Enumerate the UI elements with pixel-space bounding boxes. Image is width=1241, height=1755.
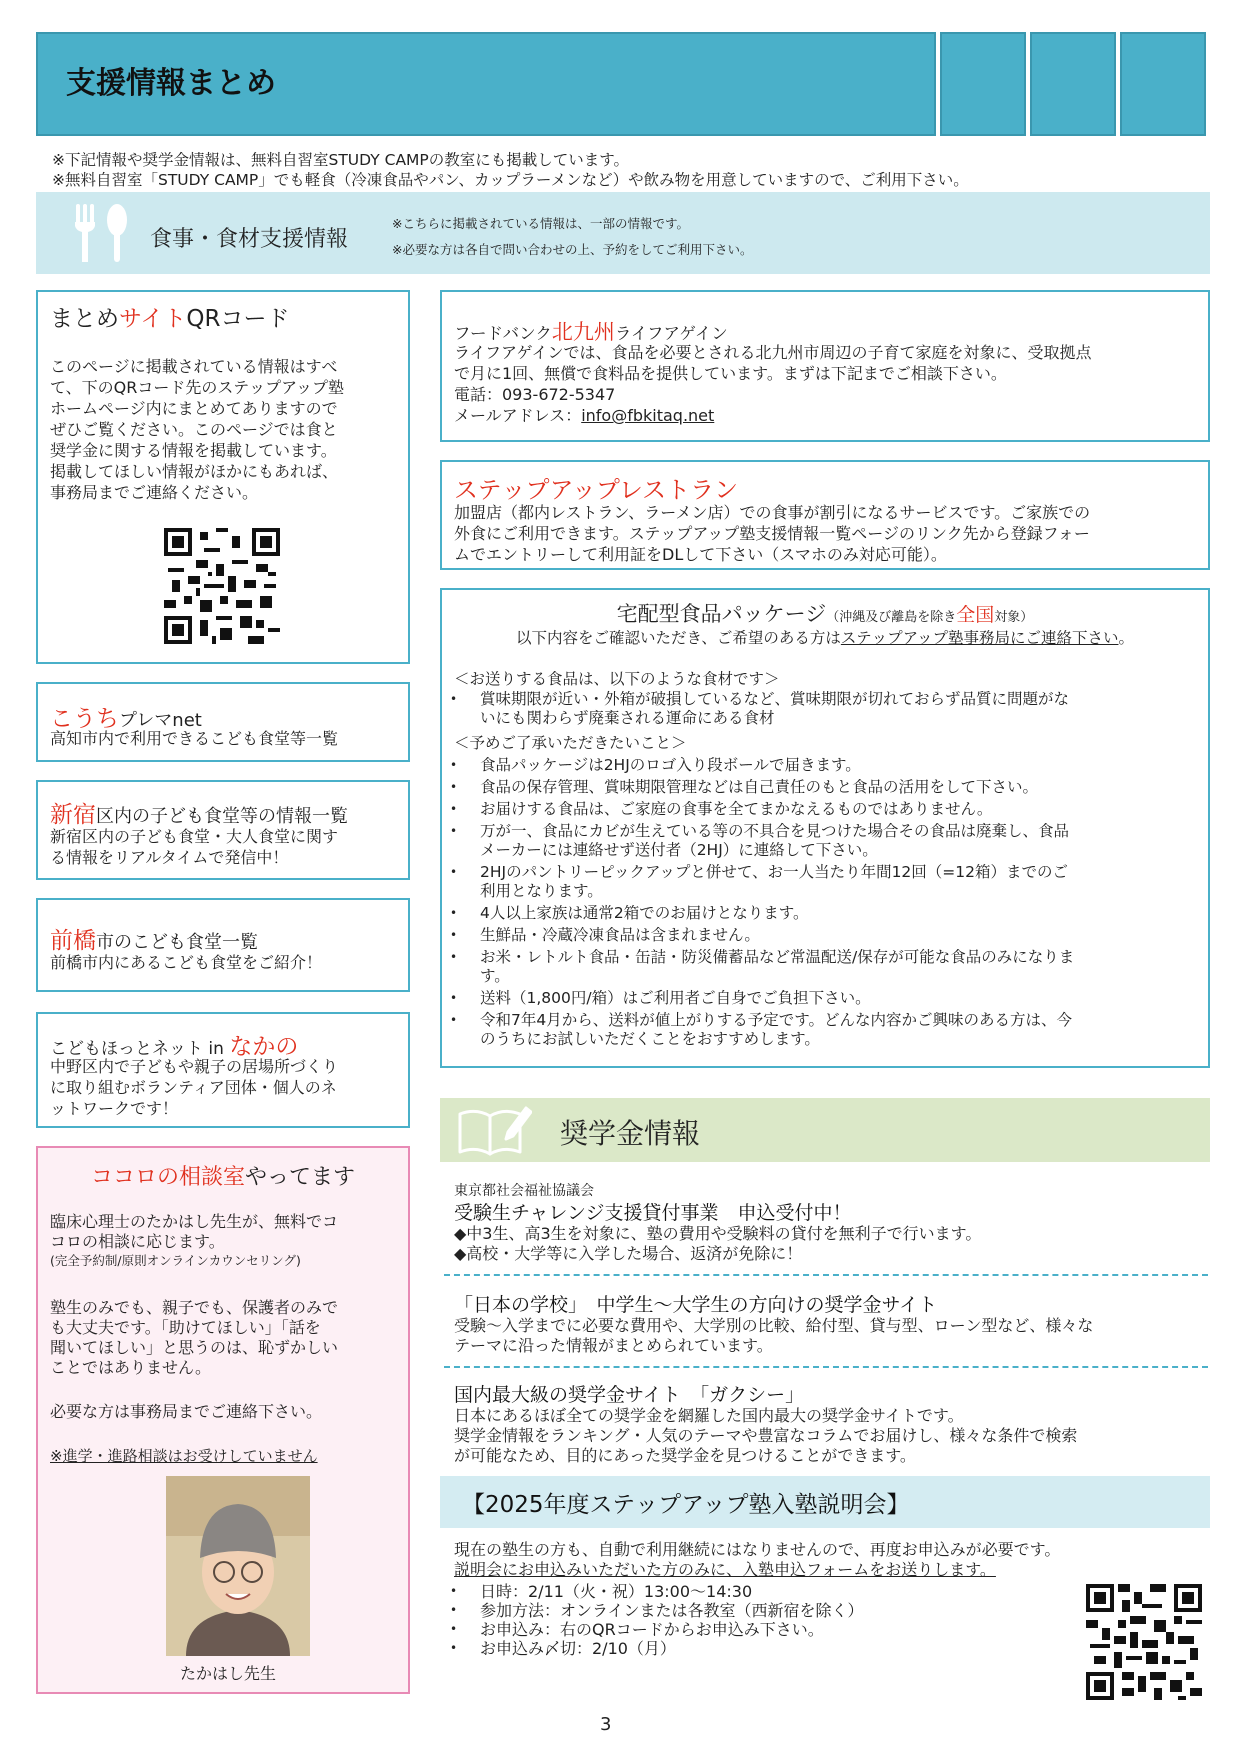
briefing-title: 【2025年度ステップアップ塾入塾説明会】 — [462, 1492, 910, 1518]
list-item: • お申込み：右のQRコードからお申込み下さい。 — [450, 1620, 824, 1639]
scholarship-item-text: ◆中3生、高3生を対象に、塾の費用や受験料の貸付を無利子で行います。 ◆高校・大学等に入学した場合、返済が免除に！ — [454, 1224, 982, 1263]
counsel-paragraph: 臨床心理士のたかはし先生が、無料でコ コロの相談に応じます。 (完全予約制/原則オンラインカウンセリング) — [50, 1212, 339, 1268]
briefing-qr-code[interactable] — [1086, 1584, 1202, 1700]
list-item: • 賞味期限が近い・外箱が破損しているなど、賞味期限が切れておらず品質に問題がな いにも関わらず廃棄される運命にある食材 — [450, 690, 1070, 727]
maebashi-title: 前橋市のこども食堂一覧 — [50, 928, 258, 954]
header-decor-square — [1120, 32, 1206, 136]
scholarship-item-text: 日本にあるほぼ全ての奨学金を網羅した国内最大の奨学金サイトです。 奨学金情報をランキング・人気のテーマや豊富なコラムでお届けし、様々な条件で検索 が可能なため、目的にあった奨学金を見つけることができます。 — [454, 1406, 1078, 1465]
counselor-caption: たかはし先生 — [180, 1664, 277, 1683]
list-item: • 生鮮品・冷蔵冷凍食品は含まれません。 — [450, 926, 760, 944]
counselor-photo — [166, 1476, 310, 1656]
scholarship-title: 奨学金情報 — [560, 1117, 701, 1150]
delivery-food-list — [450, 690, 1200, 728]
scholarship-item-heading: 受験生チャレンジ支援貸付事業 申込受付中！ — [454, 1202, 852, 1224]
nakano-title: こどもほっとネット in なかの — [50, 1034, 299, 1060]
list-item: • 令和7年4月から、送料が値上がりする予定です。どんな内容かご興味のある方は、今 のうちにお試しいただくことをおすすめします。 — [450, 1011, 1072, 1048]
header-decor-square — [940, 32, 1026, 136]
counsel-contact: 必要な方は事務局までご連絡下さい。 — [50, 1402, 323, 1421]
delivery-title: 宅配型食品パッケージ（沖縄及び離島を除き全国対象） — [616, 602, 1034, 626]
kochi-title: こうちプレマnet — [50, 706, 202, 732]
food-section-note: ※こちらに掲載されている情報は、一部の情報です。 — [392, 216, 689, 231]
delivery-agree-heading: ＜予めご了承いただきたいこと＞ — [454, 734, 687, 752]
list-item: • 送料（1,800円/箱）はご利用者ご自身でご負担下さい。 — [450, 989, 871, 1007]
counsel-note: ※進学・進路相談はお受けしていません — [50, 1447, 318, 1465]
list-item: • お米・レトルト食品・缶詰・防災備蓄品など常温配送/保存が可能な食品のみになりま す。 — [450, 948, 1075, 985]
list-item: • 参加方法：オンラインまたは各教室（西新宿を除く） — [450, 1601, 864, 1620]
foodbank-title: フードバンク北九州ライフアゲイン — [454, 320, 728, 344]
foodbank-text: ライフアゲインでは、食品を必要とされる北九州市周辺の子育て家庭を対象に、受取拠点 で月に1回、無償で食料品を提供しています。まずは下記までご相談下さい。 電話：093-672-5347 メールアドレス：info@fbkitaq.net — [454, 343, 1092, 425]
fork-spoon-icon — [70, 200, 134, 266]
list-item: • 万が一、食品にカビが生えている等の不具合を見つけた場合その食品は廃棄し、食品 メーカーには連絡せず送付者（2HJ）に連絡して下さい。 — [450, 822, 1070, 859]
list-item: • 日時：2/11（火・祝）13:00～14:30 — [450, 1582, 753, 1601]
scholarship-item-heading: 国内最大級の奨学金サイト 「ガクシー」 — [454, 1384, 805, 1406]
list-item: • お届けする食品は、ご家庭の食事を全てまかなえるものではありません。 — [450, 800, 993, 818]
food-section-title: 食事・食材支援情報 — [150, 227, 349, 252]
briefing-text: 説明会にお申込みいただいた方のみに、入塾申込フォームをお送りします。 — [454, 1560, 996, 1579]
foodbank-email-link[interactable]: info@fbkitaq.net — [581, 406, 715, 425]
nakano-text: 中野区内で子どもや親子の居場所づくり に取り組むボランティア団体・個人のネ ットワークです！ — [50, 1057, 339, 1118]
delivery-food-heading: ＜お送りする食品は、以下のような食材です＞ — [454, 670, 780, 688]
briefing-list — [450, 1582, 1070, 1658]
scholarship-header — [440, 1098, 1210, 1162]
list-item: • 2HJのパントリーピックアップと併せて、お一人当たり年間12回（=12箱）までのご 利用となります。 — [450, 863, 1069, 900]
list-item: • 4人以上家族は通常2箱でのお届けとなります。 — [450, 904, 809, 922]
food-section-note: ※必要な方は各自で問い合わせの上、予約をしてご利用下さい。 — [392, 242, 753, 257]
restaurant-text: 加盟店（都内レストラン、ラーメン店）での食事が割引になるサービスです。ご家族での 外食にご利用できます。ステップアップ塾支援情報一覧ページのリンク先から登録フォー ムでエントリーして利用証をDLして下さい（スマホのみ対応可能）。 — [454, 503, 1091, 564]
delivery-contact-link[interactable]: ステップアップ塾事務局にご連絡下さい — [840, 629, 1119, 647]
restaurant-title: ステップアップレストラン — [454, 476, 739, 504]
counsel-title: ココロの相談室やってます — [90, 1165, 356, 1190]
book-pen-icon — [456, 1102, 532, 1158]
divider — [444, 1274, 1208, 1276]
delivery-intro: 以下内容をご確認いただき、ご希望のある方はステップアップ塾事務局にご連絡下さい。 — [515, 629, 1134, 647]
maebashi-text: 前橋市内にあるこども食堂をご紹介！ — [50, 953, 323, 972]
summary-site-qr-code[interactable] — [164, 528, 280, 644]
note-line: ※無料自習室「STUDY CAMP」でも軽食（冷凍食品やパン、カップラーメンなど）や飲み物を用意していますので、ご利用下さい。 — [52, 171, 969, 189]
kochi-text: 高知市内で利用できるこども食堂等一覧 — [50, 729, 339, 748]
divider — [444, 1366, 1208, 1368]
list-item: • 食品パッケージは2HJのロゴ入り段ボールで届きます。 — [450, 756, 861, 774]
page-title: 支援情報まとめ — [66, 66, 276, 101]
scholarship-item-heading: 「日本の学校」 中学生～大学生の方向けの奨学金サイト — [454, 1294, 938, 1316]
shinjuku-title: 新宿区内の子ども食堂等の情報一覧 — [50, 802, 348, 828]
list-item: • お申込み〆切：2/10（月） — [450, 1639, 676, 1658]
delivery-agree-list — [450, 756, 1200, 1052]
header-decor-square — [1030, 32, 1116, 136]
page-number: 3 — [600, 1714, 612, 1735]
scholarship-org: 東京都社会福祉協議会 — [454, 1183, 594, 1199]
note-line: ※下記情報や奨学金情報は、無料自習室STUDY CAMPの教室にも掲載しています。 — [52, 151, 630, 169]
counsel-paragraph: 塾生のみでも、親子でも、保護者のみで も大丈夫です。「助けてほしい」「話を 聞いてほしい」と思うのは、恥ずかしい ことではありません。 — [50, 1298, 339, 1377]
briefing-text: 現在の塾生の方も、自動で利用継続にはなりませんので、再度お申込みが必要です。 — [454, 1540, 1061, 1559]
summary-site-title: まとめサイトQRコード — [50, 306, 290, 332]
list-item: • 食品の保存管理、賞味期限管理などは自己責任のもと食品の活用をして下さい。 — [450, 778, 1039, 796]
scholarship-item-text: 受験～入学までに必要な費用や、大学別の比較、給付型、貸与型、ローン型など、様々な テーマに沿った情報がまとめられています。 — [454, 1316, 1094, 1355]
shinjuku-text: 新宿区内の子ども食堂・大人食堂に関す る情報をリアルタイムで発信中！ — [50, 827, 339, 867]
summary-site-text: このページに掲載されている情報はすべ て、下のQRコード先のステップアップ塾 ホームページ内にまとめてありますので ぜひご覧ください。このページでは食と 奨学金に関する情報を掲載しています。 掲載してほしい情報がほかにもあれば、 事務局までご連絡ください。 — [50, 357, 344, 502]
